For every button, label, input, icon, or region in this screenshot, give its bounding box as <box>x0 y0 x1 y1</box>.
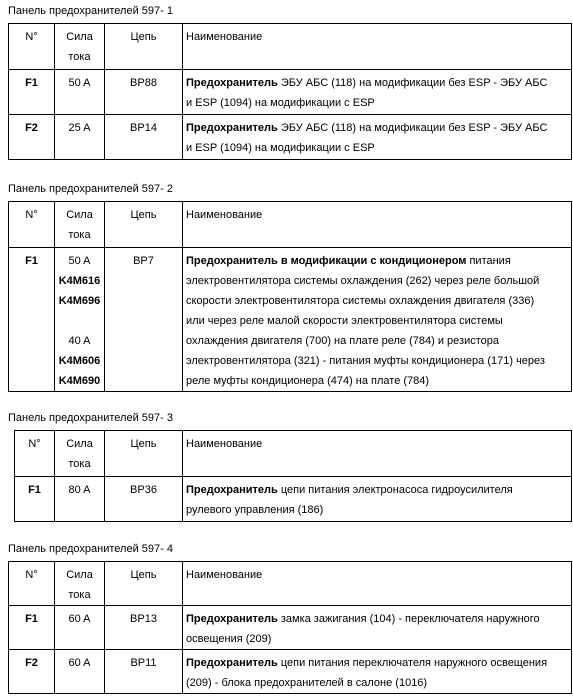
header-number: N° <box>9 202 55 248</box>
header-current-line2: тока <box>68 458 91 470</box>
fuse-current: 25 A <box>55 115 105 160</box>
header-current-line2: тока <box>68 589 91 601</box>
fuse-description-line: электровентилятора системы охлаждения (262) через реле большой <box>186 275 540 287</box>
fuse-id: F1 <box>9 606 55 650</box>
table-row <box>9 650 572 694</box>
table-row <box>9 115 572 160</box>
table-row <box>15 477 572 522</box>
table-row <box>9 248 572 392</box>
header-current-line1: Сила <box>66 569 93 581</box>
header-name: Наименование <box>183 562 572 606</box>
header-current <box>55 24 105 70</box>
header-current-line1: Сила <box>66 31 93 43</box>
header-current-line1: Сила <box>66 209 93 221</box>
fuse-description-line: рулевого управления (186) <box>186 504 324 516</box>
fuse-id: F2 <box>9 115 55 160</box>
fuse-circuit: BP88 <box>105 70 183 115</box>
fuse-description-line: (209) - блока предохранителей в салоне (1016) <box>186 677 428 689</box>
fuse-description-bold: Предохранитель <box>186 77 278 89</box>
table-row <box>9 70 572 115</box>
fuse-current: 80 A <box>55 477 105 522</box>
header-current <box>55 562 105 606</box>
fuse-current: 60 A <box>55 650 105 694</box>
panel-2-title: Панель предохранителей 597- 2 <box>8 183 173 195</box>
fuse-id: F1 <box>9 248 55 392</box>
fuse-current-value: 40 A <box>68 335 91 347</box>
fuse-description <box>183 477 572 522</box>
fuse-description <box>183 606 572 650</box>
table-header-row <box>9 24 572 70</box>
header-circuit: Цепь <box>105 202 183 248</box>
header-number: N° <box>15 431 55 477</box>
fuse-description-line: и ESP (1094) на модификации с ESP <box>186 97 375 109</box>
panel-2-table <box>8 201 572 392</box>
engine-code: K4M690 <box>58 375 101 387</box>
header-number: N° <box>9 562 55 606</box>
fuse-circuit: BP7 <box>105 248 183 392</box>
header-current-line2: тока <box>68 51 91 63</box>
table-header-row <box>15 431 572 477</box>
fuse-description-bold: Предохранитель <box>186 484 278 496</box>
header-current-line2: тока <box>68 229 91 241</box>
engine-code: K4M606 <box>58 355 101 367</box>
fuse-description-line: цепи питания электронасоса гидроусилителя <box>277 484 513 496</box>
fuse-description-line: замка зажигания (104) - переключателя наружного <box>277 613 540 625</box>
header-circuit: Цепь <box>105 24 183 70</box>
fuse-description-line: цепи питания переключателя наружного освещения <box>277 657 548 669</box>
panel-4-table <box>8 561 572 694</box>
fuse-description-line: ЭБУ АБС (118) на модификации без ESP - ЭБУ АБС <box>277 77 548 89</box>
table-row <box>9 606 572 650</box>
fuse-description-line: освещения (209) <box>186 633 272 645</box>
fuse-id: F1 <box>9 70 55 115</box>
engine-code: K4M696 <box>58 295 101 307</box>
fuse-description <box>183 115 572 160</box>
spacer <box>55 311 104 331</box>
fuse-description-bold: Предохранитель <box>186 122 278 134</box>
fuse-description-bold: Предохранитель в модификации с кондиционером <box>186 255 467 267</box>
fuse-description-bold: Предохранитель <box>186 657 278 669</box>
fuse-circuit: BP13 <box>105 606 183 650</box>
fuse-current: 60 A <box>55 606 105 650</box>
header-name: Наименование <box>183 24 572 70</box>
table-header-row <box>9 562 572 606</box>
fuse-current-value: 50 A <box>68 255 91 267</box>
table-header-row <box>9 202 572 248</box>
header-name: Наименование <box>183 431 572 477</box>
fuse-circuit: BP14 <box>105 115 183 160</box>
fuse-description-line: электровентилятора (321) - питания муфты кондиционера (171) через <box>186 355 545 367</box>
panel-3-title: Панель предохранителей 597- 3 <box>8 412 173 424</box>
fuse-description-line: скорости электровентилятора системы охлаждения двигателя (336) <box>186 295 535 307</box>
fuse-description <box>183 650 572 694</box>
fuse-id: F1 <box>15 477 55 522</box>
fuse-description <box>183 70 572 115</box>
header-current <box>55 202 105 248</box>
fuse-description-line: реле муфты кондиционера (474) на плате (784) <box>186 375 430 387</box>
fuse-current: 50 A <box>55 70 105 115</box>
header-number: N° <box>9 24 55 70</box>
fuse-description-bold: Предохранитель <box>186 613 278 625</box>
panel-1-table <box>8 23 572 160</box>
engine-code: K4M616 <box>58 275 101 287</box>
panel-3-table <box>14 430 572 522</box>
header-circuit: Цепь <box>105 431 183 477</box>
fuse-description-line: ЭБУ АБС (118) на модификации без ESP - ЭБУ АБС <box>277 122 548 134</box>
fuse-description-line: и ESP (1094) на модификации с ESP <box>186 142 375 154</box>
fuse-circuit: BP11 <box>105 650 183 694</box>
header-name: Наименование <box>183 202 572 248</box>
fuse-description-line: или через реле малой скорости электровентилятора системы <box>186 315 503 327</box>
header-current <box>55 431 105 477</box>
fuse-description-line: охлаждения двигателя (700) на плате реле (784) и резистора <box>186 335 499 347</box>
panel-1-title: Панель предохранителей 597- 1 <box>8 5 173 17</box>
fuse-id: F2 <box>9 650 55 694</box>
fuse-description-line: питания <box>466 255 511 267</box>
fuse-circuit: BP36 <box>105 477 183 522</box>
header-current-line1: Сила <box>66 438 93 450</box>
header-circuit: Цепь <box>105 562 183 606</box>
fuse-current <box>55 248 105 392</box>
panel-4-title: Панель предохранителей 597- 4 <box>8 543 173 555</box>
fuse-description <box>183 248 572 392</box>
